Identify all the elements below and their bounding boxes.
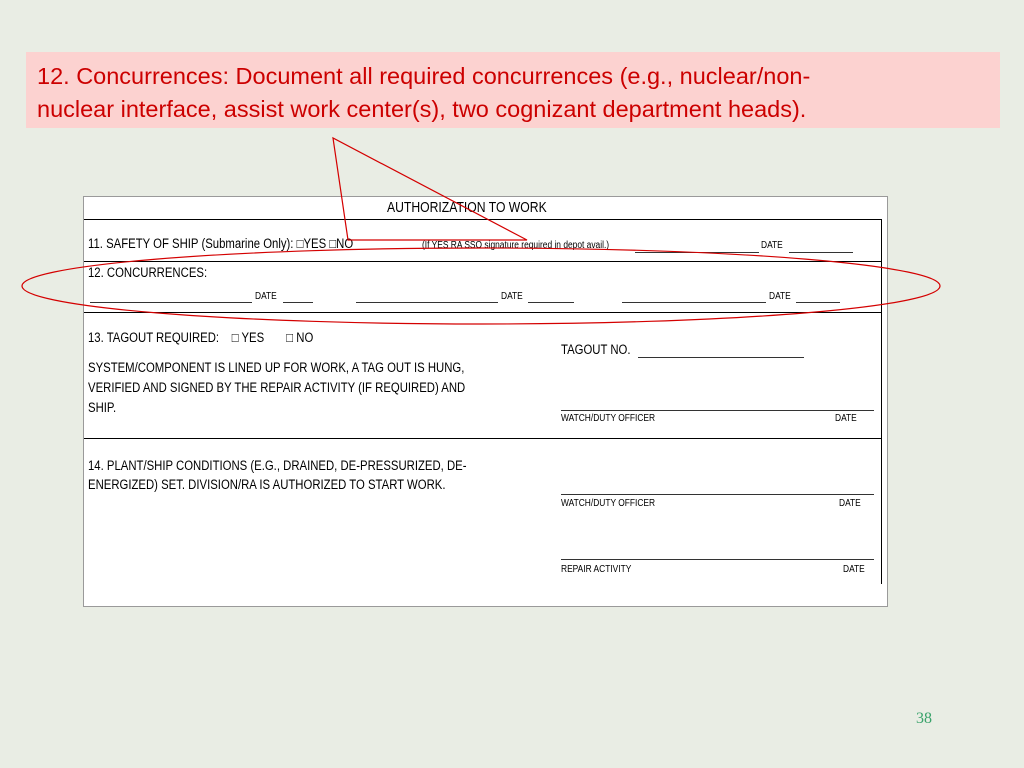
form-title: AUTHORIZATION TO WORK bbox=[387, 200, 547, 216]
item13-yes-label: YES bbox=[241, 330, 265, 345]
page-number: 38 bbox=[916, 710, 932, 727]
tagout-no-label: TAGOUT NO. bbox=[561, 342, 631, 357]
item12-label: 12. CONCURRENCES: bbox=[88, 265, 208, 280]
item13-officer-label: WATCH/DUTY OFFICER bbox=[561, 413, 656, 424]
item11-no-label: NO bbox=[336, 236, 354, 251]
item13-yes-checkbox[interactable]: □ bbox=[231, 330, 239, 345]
item13-date-label: DATE bbox=[835, 413, 857, 424]
repair-activity-label: REPAIR ACTIVITY bbox=[561, 564, 632, 575]
item11-date-label: DATE bbox=[761, 240, 783, 251]
item13-label: 13. TAGOUT REQUIRED: bbox=[88, 330, 220, 345]
callout-line-1: 12. Concurrences: Document all required concurrences (e.g., nuclear/non- bbox=[37, 63, 811, 89]
item14-officer-label: WATCH/DUTY OFFICER bbox=[561, 498, 656, 509]
item13-text-1: SYSTEM/COMPONENT IS LINED UP FOR WORK, A TAG OUT IS HUNG, bbox=[88, 360, 465, 375]
item14-date-label: DATE bbox=[839, 498, 861, 509]
repair-activity-date-label: DATE bbox=[843, 564, 865, 575]
callout-pointer bbox=[333, 138, 527, 240]
item13-no-checkbox[interactable]: □ bbox=[286, 330, 294, 345]
item14-text-1: 14. PLANT/SHIP CONDITIONS (E.G., DRAINED, DE-PRESSURIZED, DE- bbox=[88, 458, 467, 473]
item13-text-2: VERIFIED AND SIGNED BY THE REPAIR ACTIVITY (IF REQUIRED) AND bbox=[88, 380, 466, 395]
item11-yes-checkbox[interactable]: □ bbox=[296, 236, 304, 251]
concurrence-2-date-label: DATE bbox=[501, 291, 523, 302]
item13-no-label: NO bbox=[296, 330, 314, 345]
item14-text-2: ENERGIZED) SET. DIVISION/RA IS AUTHORIZED TO START WORK. bbox=[88, 477, 446, 492]
item11-note: (If YES RA SSO signature required in depot avail.) bbox=[422, 240, 610, 251]
item13-text-3: SHIP. bbox=[88, 400, 117, 415]
item11-no-checkbox[interactable]: □ bbox=[329, 236, 337, 251]
concurrence-1-date-label: DATE bbox=[255, 291, 277, 302]
item11-label: 11. SAFETY OF SHIP (Submarine Only): bbox=[88, 236, 294, 251]
concurrence-3-date-label: DATE bbox=[769, 291, 791, 302]
callout-line-2: nuclear interface, assist work center(s), two cognizant department heads). bbox=[37, 96, 807, 122]
item11-yes-label: YES bbox=[303, 236, 327, 251]
concurrences-highlight-ellipse bbox=[22, 248, 940, 324]
